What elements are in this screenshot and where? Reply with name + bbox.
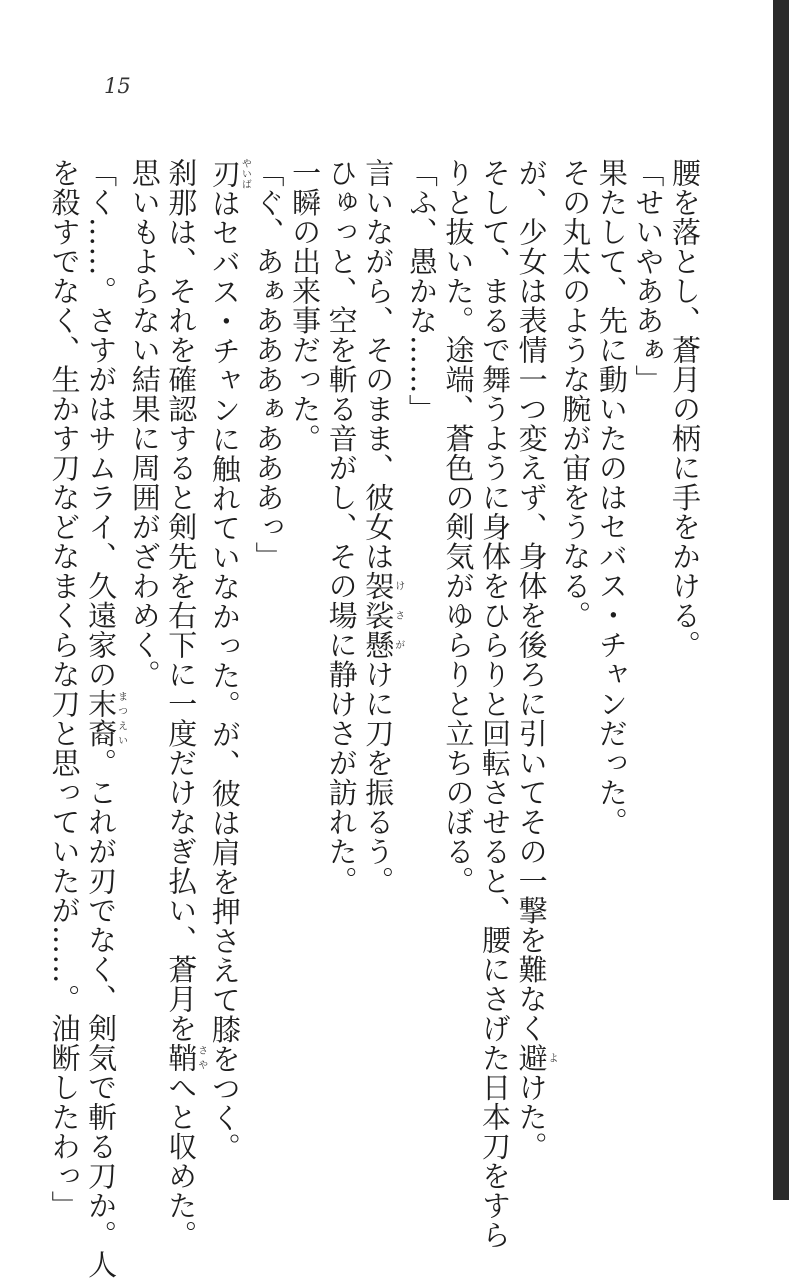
page-number: 15 [104, 74, 131, 98]
text-line: 刃やいばはセバス・チャンに触れていなかった。が、彼は肩を押さえて膝をつく。 [207, 158, 251, 1162]
text-line: 腰を落とし、蒼月の柄に手をかける。 [668, 158, 702, 660]
text-line: が、少女は表情一つ変えず、身体を後ろに引いてその一撃を難なく避よけた。 [514, 158, 558, 1161]
text-line: 思いもよらない結果に周囲がざわめく。 [127, 158, 162, 689]
text-line: を殺すでなく、生かす刀などなまくらな刀と思っていたが……。油断したわっ」 [47, 158, 82, 1220]
text-line: 一瞬の出来事だった。 [288, 158, 323, 453]
text-line: 刹那は、それを確認すると剣先を右下に一度だけなぎ払い、蒼月を鞘さやへと収めた。 [164, 158, 207, 1250]
text-line: 「く……。さすがはサムライ、久遠家の末裔まつえい。これが刃でなく、剣気で斬る刀か。人 [84, 158, 127, 1279]
text-line: 言いながら、そのまま、彼女は袈裟懸けさがけに刀を振るう。 [361, 158, 404, 896]
text-line: 「せいやああぁ」 [631, 158, 666, 394]
text-line: りと抜いた。途端、蒼色の剣気がゆらりと立ちのぼる。 [441, 158, 476, 896]
text-line: 果たして、先に動いたのはセバス・チャンだった。 [594, 158, 629, 837]
text-line: 「ふ、愚かな……」 [404, 158, 439, 424]
text-line: そして、まるで舞うように身体をひらりと回転させると、腰にさげた日本刀をすら [478, 158, 513, 1250]
vertical-text-body [46, 158, 703, 1279]
page-edge [773, 0, 789, 1200]
text-line: 「ぐ、あぁあああぁあああっ」 [251, 158, 286, 571]
text-line: ひゅっと、空を斬る音がし、その場に静けさが訪れた。 [324, 158, 359, 896]
text-line: その丸太のような腕が宙をうなる。 [558, 158, 593, 630]
